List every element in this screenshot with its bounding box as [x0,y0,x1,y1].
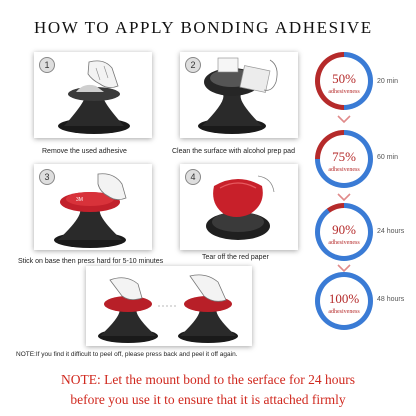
step-2-caption: Clean the surface with alcohol prep pad [172,148,295,155]
stage-ring-50 [315,52,373,110]
stage-label: adhesiveness [328,167,360,173]
stage-time: 20 min [377,78,399,85]
chevron-down-icon [336,192,352,202]
warning-line-2: before you use it to ensure that it is attached firmly [70,392,346,407]
stage-percent: 90% [332,222,356,237]
step-2-number: 2 [185,57,201,73]
svg-text:3M: 3M [76,197,83,203]
stage-percent: 50% [332,71,356,86]
stage-label: adhesiveness [328,309,360,315]
step-3-panel [34,164,152,250]
stage-percent: 100% [328,291,360,306]
step-1-caption: Remove the used adhesive [42,148,127,155]
step-1-number: 1 [39,57,55,73]
step-4-panel [180,164,298,250]
peel-back-illustration [86,266,252,346]
warning-line-1: NOTE: Let the mount bond to the serface for 24 hours [61,372,355,387]
step-4-number: 4 [185,169,201,185]
stage-ring-75 [315,130,373,188]
step-1-panel [34,52,152,138]
peel-note: NOTE:If you find it difficult to peel off, please press back and peel it off again. [16,351,238,358]
stage-time: 24 hours [377,228,405,235]
chevron-down-icon [336,114,352,124]
stage-label: adhesiveness [328,89,360,95]
stage-ring-90 [315,203,373,261]
stage-time: 60 min [377,154,399,161]
step-3-number: 3 [39,169,55,185]
page-title: HOW TO APPLY BONDING ADHESIVE [34,18,373,37]
step-2-panel [180,52,298,138]
stage-time: 48 hours [377,296,405,303]
stage-label: adhesiveness [328,240,360,246]
peel-back-panel [86,266,252,346]
step-3-caption: Stick on base then press hard for 5-10 minutes [18,258,164,265]
step-4-caption: Tear off the red paper [202,254,269,261]
stage-ring-100 [315,272,373,330]
stage-percent: 75% [332,149,356,164]
